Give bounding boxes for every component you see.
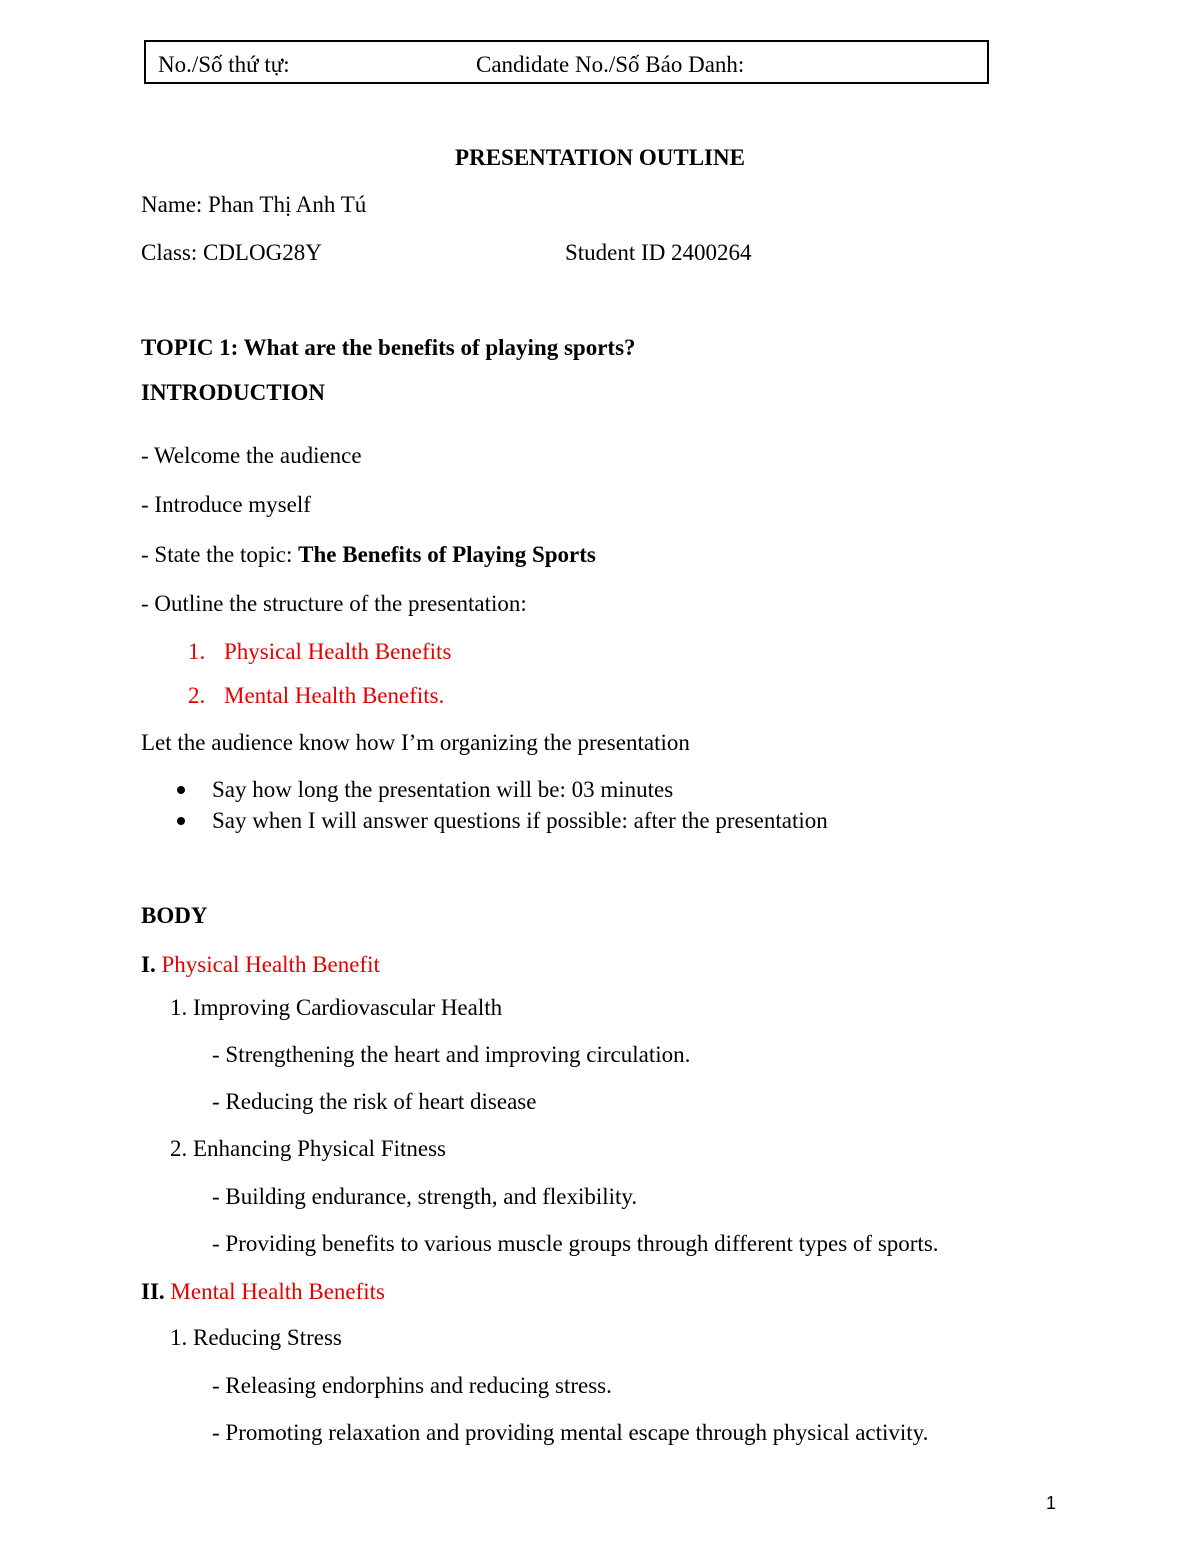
candidate-number-label: Candidate No./Số Báo Danh: <box>476 52 745 77</box>
section-1-numeral: I. <box>141 952 156 977</box>
topic-heading: TOPIC 1: What are the benefits of playing sports? <box>141 335 636 360</box>
intro-item-outline: - Outline the structure of the presentation: <box>141 591 527 616</box>
document-title: PRESENTATION OUTLINE <box>455 145 745 170</box>
section-2-heading <box>141 1278 385 1306</box>
outline-item-1-number: 1. <box>188 639 206 664</box>
bullet-item-duration: Say how long the presentation will be: 03 minutes <box>212 777 674 802</box>
outline-item-2-text: Mental Health Benefits. <box>224 683 445 708</box>
outline-item-1-text: Physical Health Benefits <box>224 639 452 664</box>
section-2-title: Mental Health Benefits <box>170 1279 386 1304</box>
number-label: No./Số thứ tự: <box>158 52 290 77</box>
intro-item-topic-name: The Benefits of Playing Sports <box>298 542 596 567</box>
student-id: Student ID 2400264 <box>565 240 752 265</box>
section-1-sub-2-item-1: - Building endurance, strength, and flexibility. <box>212 1184 638 1209</box>
intro-item-topic-prefix: - State the topic: <box>141 542 299 567</box>
section-1-sub-2-item-2: - Providing benefits to various muscle groups through different types of sports. <box>212 1231 939 1256</box>
section-1-sub-2: 2. Enhancing Physical Fitness <box>170 1136 446 1161</box>
section-2-sub-1: 1. Reducing Stress <box>170 1325 342 1350</box>
section-1-sub-1-item-1: - Strengthening the heart and improving circulation. <box>212 1042 691 1067</box>
section-1-title: Physical Health Benefit <box>161 952 380 977</box>
section-1-sub-1: 1. Improving Cardiovascular Health <box>170 995 503 1020</box>
body-heading: BODY <box>141 903 208 928</box>
section-1-heading <box>141 951 380 979</box>
candidate-header-box <box>144 40 989 84</box>
outline-item-2-number: 2. <box>188 683 206 708</box>
organize-line: Let the audience know how I’m organizing the presentation <box>141 730 690 755</box>
student-name: Name: Phan Thị Anh Tú <box>141 192 367 217</box>
section-2-sub-1-item-2: - Promoting relaxation and providing mental escape through physical activity. <box>212 1420 929 1445</box>
page-number: 1 <box>1046 1493 1057 1513</box>
introduction-heading: INTRODUCTION <box>141 380 326 405</box>
student-class: Class: CDLOG28Y <box>141 240 322 265</box>
intro-item-introduce: - Introduce myself <box>141 492 311 517</box>
section-1-sub-1-item-2: - Reducing the risk of heart disease <box>212 1089 537 1114</box>
bullet-dot-icon <box>177 786 185 794</box>
section-2-numeral: II. <box>141 1279 165 1304</box>
intro-item-welcome: - Welcome the audience <box>141 443 362 468</box>
section-2-sub-1-item-1: - Releasing endorphins and reducing stress. <box>212 1373 612 1398</box>
bullet-dot-icon <box>177 817 185 825</box>
intro-item-topic <box>141 541 596 569</box>
bullet-item-questions: Say when I will answer questions if possible: after the presentation <box>212 808 828 833</box>
